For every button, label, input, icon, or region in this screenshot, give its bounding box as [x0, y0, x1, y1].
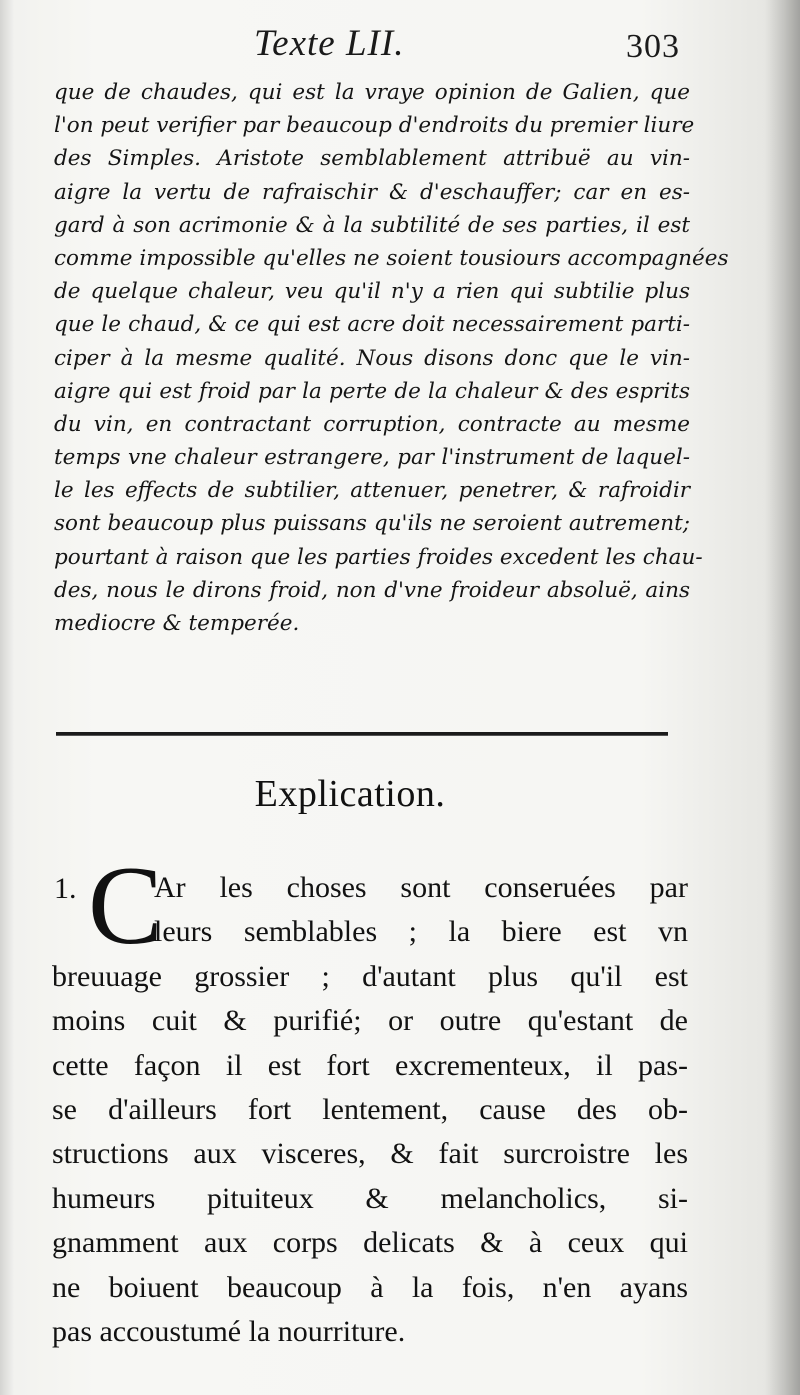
text-line: sont beaucoup plus puissans qu'ils ne seroient autrement; [54, 511, 690, 537]
text-line: de quelque chaleur, veu qu'il n'y a rien qui subtilie plus [54, 279, 690, 305]
text-line: breuuage grossier ; d'autant plus qu'il est [52, 959, 688, 993]
text-line: des, nous le dirons froid, non d'vne froideur absoluë, ains [54, 577, 690, 603]
text-line: cette façon il est fort excrementeux, il pas- [52, 1048, 688, 1082]
text-line: gnamment aux corps delicats & à ceux qui [52, 1226, 688, 1260]
text-line: structions aux visceres, & fait surcroistre les [52, 1137, 688, 1171]
text-line: que de chaudes, qui est la vraye opinion de Galien, que [54, 80, 690, 105]
text-line: ne boiuent beaucoup à la fois, n'en ayans [52, 1270, 688, 1304]
text-line: se d'ailleurs fort lentement, cause des ob- [52, 1092, 688, 1126]
italic-text-block [54, 76, 729, 640]
text-line: pourtant à raison que les parties froides excedent les chau- [54, 544, 703, 570]
text-line: moins cuit & purifié; or outre qu'estant de [52, 1004, 688, 1038]
text-line: humeurs pituiteux & melancholics, si- [52, 1181, 688, 1215]
text-line: mediocre & temperée. [54, 611, 300, 636]
text-line: gard à son acrimonie & à la subtilité de ses parties, il est [54, 212, 690, 238]
text-line: ciper à la mesme qualité. Nous disons donc que le vin- [54, 345, 690, 371]
section-heading: Explication. [254, 773, 446, 815]
text-line: temps vne chaleur estrangere, par l'instrument de laquel- [54, 445, 690, 471]
text-line: des Simples. Aristote semblablement attribuë au vin- [54, 146, 690, 172]
page-spine-shadow [764, 0, 800, 1395]
text-line: aigre la vertu de rafraischir & d'eschauffer; car en es- [54, 179, 690, 205]
text-line: que le chaud, & ce qui est acre doit necessairement parti- [54, 312, 690, 338]
text-line: le les effects de subtilier, attenuer, penetrer, & rafroidir [54, 478, 690, 504]
paragraph-number: 1. [54, 872, 77, 905]
text-line: leurs semblables ; la biere est vn [154, 915, 688, 949]
page-header [58, 18, 688, 70]
running-title: Texte LII. [254, 23, 405, 64]
text-line: aigre qui est froid par la perte de la chaleur & des esprits [54, 378, 690, 404]
text-line: l'on peut verifier par beaucoup d'endroits du premier liure [54, 113, 695, 139]
text-line: pas accoustumé la nourriture. [52, 1314, 406, 1348]
explication-text-block [52, 866, 688, 1354]
text-line: du vin, en contractant corruption, contracte au mesme [54, 411, 690, 437]
text-line: comme impossible qu'elles ne soient tousiours accompagnées [54, 245, 729, 271]
page-left-edge-shadow [0, 0, 14, 1395]
text-line: Ar les choses sont conseruées par [154, 871, 688, 904]
drop-capital: C [88, 844, 163, 968]
section-divider-rule [56, 732, 668, 736]
page-number: 303 [626, 28, 680, 65]
